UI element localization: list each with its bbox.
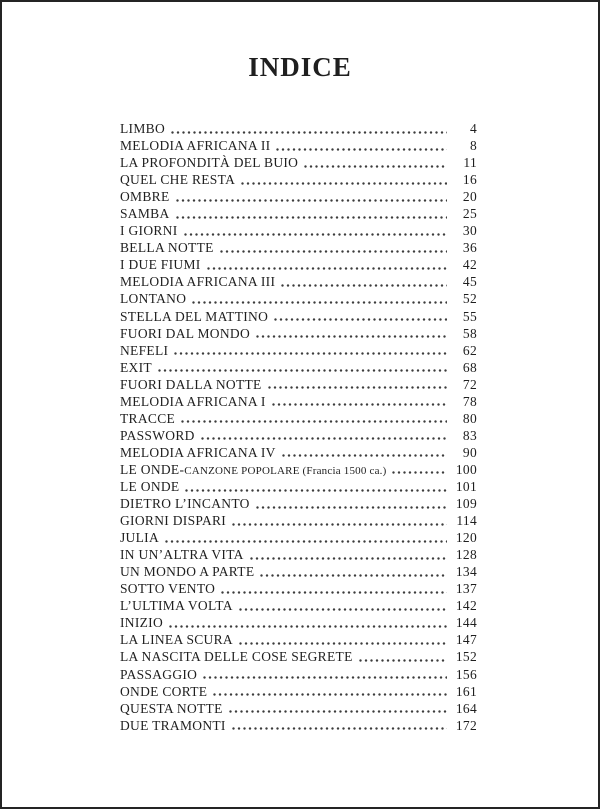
toc-entry-title: SOTTO VENTO (120, 581, 216, 597)
toc-entry-title: JULIA (120, 530, 159, 546)
toc-entry-title: MELODIA AFRICANA III (120, 274, 276, 290)
toc-row (120, 427, 477, 444)
dot-leader (232, 727, 447, 730)
toc-entry-page: 144 (455, 615, 477, 631)
dot-leader (239, 608, 447, 611)
toc-entry-page: 147 (455, 632, 477, 648)
toc-entry-page: 20 (462, 189, 477, 205)
toc-row (120, 563, 477, 580)
dot-leader (213, 693, 447, 696)
dot-leader (207, 267, 447, 270)
toc-entry-title: BELLA NOTTE (120, 240, 214, 256)
toc-entry-title: LA LINEA SCURA (120, 632, 233, 648)
toc-row (120, 631, 477, 648)
dot-leader (174, 352, 447, 355)
toc-entry-title: LE ONDE (120, 461, 180, 477)
toc-row (120, 273, 477, 290)
toc-row (120, 325, 477, 342)
toc-row (120, 120, 477, 137)
toc-entry-separator: - (179, 461, 185, 477)
toc-row (120, 717, 477, 734)
toc-entry-title: I GIORNI (120, 223, 178, 239)
dot-leader (158, 369, 447, 372)
toc-row (120, 171, 477, 188)
dot-leader (181, 420, 447, 423)
dot-leader (276, 148, 447, 151)
dot-leader (229, 710, 447, 713)
dot-leader (220, 250, 447, 253)
toc-entry-title: MELODIA AFRICANA I (120, 393, 266, 409)
toc-entry-title: UN MONDO A PARTE (120, 564, 255, 580)
toc-entry-page: 62 (462, 342, 477, 358)
toc-row (120, 461, 477, 478)
toc-entry-page: 152 (455, 649, 477, 665)
dot-leader (165, 540, 447, 543)
dot-leader (250, 557, 447, 560)
dot-leader (392, 471, 447, 474)
toc-entry-title: FUORI DALLA NOTTE (120, 376, 262, 392)
toc-row (120, 648, 477, 665)
toc-entry-page: 11 (463, 155, 477, 171)
dot-leader (272, 403, 447, 406)
toc-entry-page: 120 (455, 530, 477, 546)
toc-entry-title: I DUE FIUMI (120, 257, 201, 273)
toc-entry-title: MELODIA AFRICANA IV (120, 444, 276, 460)
toc-entry-page: 164 (455, 700, 477, 716)
toc-entry-page: 16 (462, 172, 477, 188)
dot-leader (239, 642, 447, 645)
toc-row (120, 256, 477, 273)
toc-entry-title: NEFELI (120, 342, 169, 358)
toc-row (120, 614, 477, 631)
toc-row (120, 529, 477, 546)
toc-entry-page: 101 (455, 478, 477, 494)
toc-entry-page: 8 (469, 138, 477, 154)
toc-entry-title: ONDE CORTE (120, 683, 208, 699)
toc-entry-page: 114 (456, 513, 477, 529)
toc-entry-page: 30 (462, 223, 477, 239)
dot-leader (260, 574, 447, 577)
toc-entry-title: GIORNI DISPARI (120, 513, 227, 529)
dot-leader (192, 301, 447, 304)
toc-row (120, 597, 477, 614)
dot-leader (274, 318, 447, 321)
toc-row (120, 359, 477, 376)
toc-entry-page: 128 (455, 547, 477, 563)
toc-entry-title: DUE TRAMONTI (120, 717, 226, 733)
toc-row (120, 376, 477, 393)
toc-row (120, 700, 477, 717)
toc-entry-title: DIETRO L’INCANTO (120, 496, 250, 512)
dot-leader (256, 506, 447, 509)
toc-entry-page: 55 (462, 308, 477, 324)
toc-entry-page: 142 (455, 598, 477, 614)
toc-entry-title: PASSWORD (120, 427, 195, 443)
toc-row (120, 512, 477, 529)
toc-entry-title: IN UN’ALTRA VITA (120, 547, 244, 563)
toc-row (120, 342, 477, 359)
toc-row (120, 478, 477, 495)
toc-row (120, 205, 477, 222)
toc-row (120, 308, 477, 325)
toc-entry-title: L’ULTIMA VOLTA (120, 598, 233, 614)
toc-row (120, 580, 477, 597)
toc-entry-page: 25 (462, 206, 477, 222)
toc-entry-page: 68 (462, 359, 477, 375)
toc-row (120, 239, 477, 256)
dot-leader (221, 591, 447, 594)
toc-entry-title: PASSAGGIO (120, 666, 198, 682)
toc-entry-page: 80 (462, 410, 477, 426)
toc-entry-title: QUESTA NOTTE (120, 700, 223, 716)
dot-leader (304, 165, 447, 168)
toc-entry-title: QUEL CHE RESTA (120, 172, 236, 188)
toc-entry-page: 156 (455, 666, 477, 682)
page-title: INDICE (248, 52, 352, 82)
toc-row (120, 154, 477, 171)
dot-leader (256, 335, 447, 338)
toc-row (120, 410, 477, 427)
dot-leader (184, 233, 447, 236)
toc-entry-title: LE ONDE (120, 478, 180, 494)
toc-entry-title: LA NASCITA DELLE COSE SEGRETE (120, 649, 353, 665)
toc-entry-title: LONTANO (120, 291, 187, 307)
toc-entry-title: FUORI DAL MONDO (120, 325, 251, 341)
dot-leader (203, 676, 447, 679)
toc-row (120, 495, 477, 512)
dot-leader (232, 523, 447, 526)
toc-entry-title: TRACCE (120, 410, 176, 426)
toc-entry-page: 4 (469, 121, 477, 136)
toc-entry-page: 172 (455, 717, 477, 733)
toc-entry-page: 78 (462, 393, 477, 409)
dot-leader (176, 199, 447, 202)
dot-leader (241, 182, 447, 185)
toc-entry-title: OMBRE (120, 189, 170, 205)
dot-leader (169, 625, 447, 628)
toc-entry-page: 58 (462, 325, 477, 341)
toc-entry-page: 137 (455, 581, 477, 597)
dot-leader (359, 659, 447, 662)
toc-row (120, 683, 477, 700)
toc-entry-page: 134 (455, 564, 477, 580)
toc-entry-title: INIZIO (120, 615, 164, 631)
dot-leader (171, 131, 447, 134)
toc-entry-page: 100 (455, 461, 477, 477)
toc-row (120, 666, 477, 683)
toc-entry-page: 52 (462, 291, 477, 307)
dot-leader (281, 284, 447, 287)
toc-entry-page: 109 (455, 496, 477, 512)
dot-leader (268, 386, 447, 389)
toc-row (120, 290, 477, 307)
toc-row (120, 393, 477, 410)
toc-row (120, 444, 477, 461)
toc-entry-page: 90 (462, 444, 477, 460)
dot-leader (201, 437, 447, 440)
dot-leader (176, 216, 447, 219)
toc-entry-title: LA PROFONDITÀ DEL BUIO (120, 155, 299, 171)
toc-entry-page: 42 (462, 257, 477, 273)
toc-entry-page: 161 (455, 683, 477, 699)
dot-leader (282, 454, 447, 457)
toc-entry-page: 72 (462, 376, 477, 392)
toc-row (120, 222, 477, 239)
toc-row (120, 137, 477, 154)
toc-entry-title: SAMBA (120, 206, 170, 222)
toc-row (120, 188, 477, 205)
toc-entry-title: STELLA DEL MATTINO (120, 308, 269, 324)
toc-row (120, 546, 477, 563)
toc-entry-title: EXIT (120, 359, 152, 375)
toc-entry-detail: CANZONE POPOLARE (Francia 1500 ca.) (184, 464, 387, 477)
toc-entry-page: 45 (462, 274, 477, 290)
toc-entry-page: 36 (462, 240, 477, 256)
toc-entry-title: MELODIA AFRICANA II (120, 138, 271, 154)
toc-entry-title: LIMBO (120, 121, 165, 136)
toc-list (120, 120, 477, 734)
toc-entry-page: 83 (462, 427, 477, 443)
dot-leader (185, 489, 447, 492)
